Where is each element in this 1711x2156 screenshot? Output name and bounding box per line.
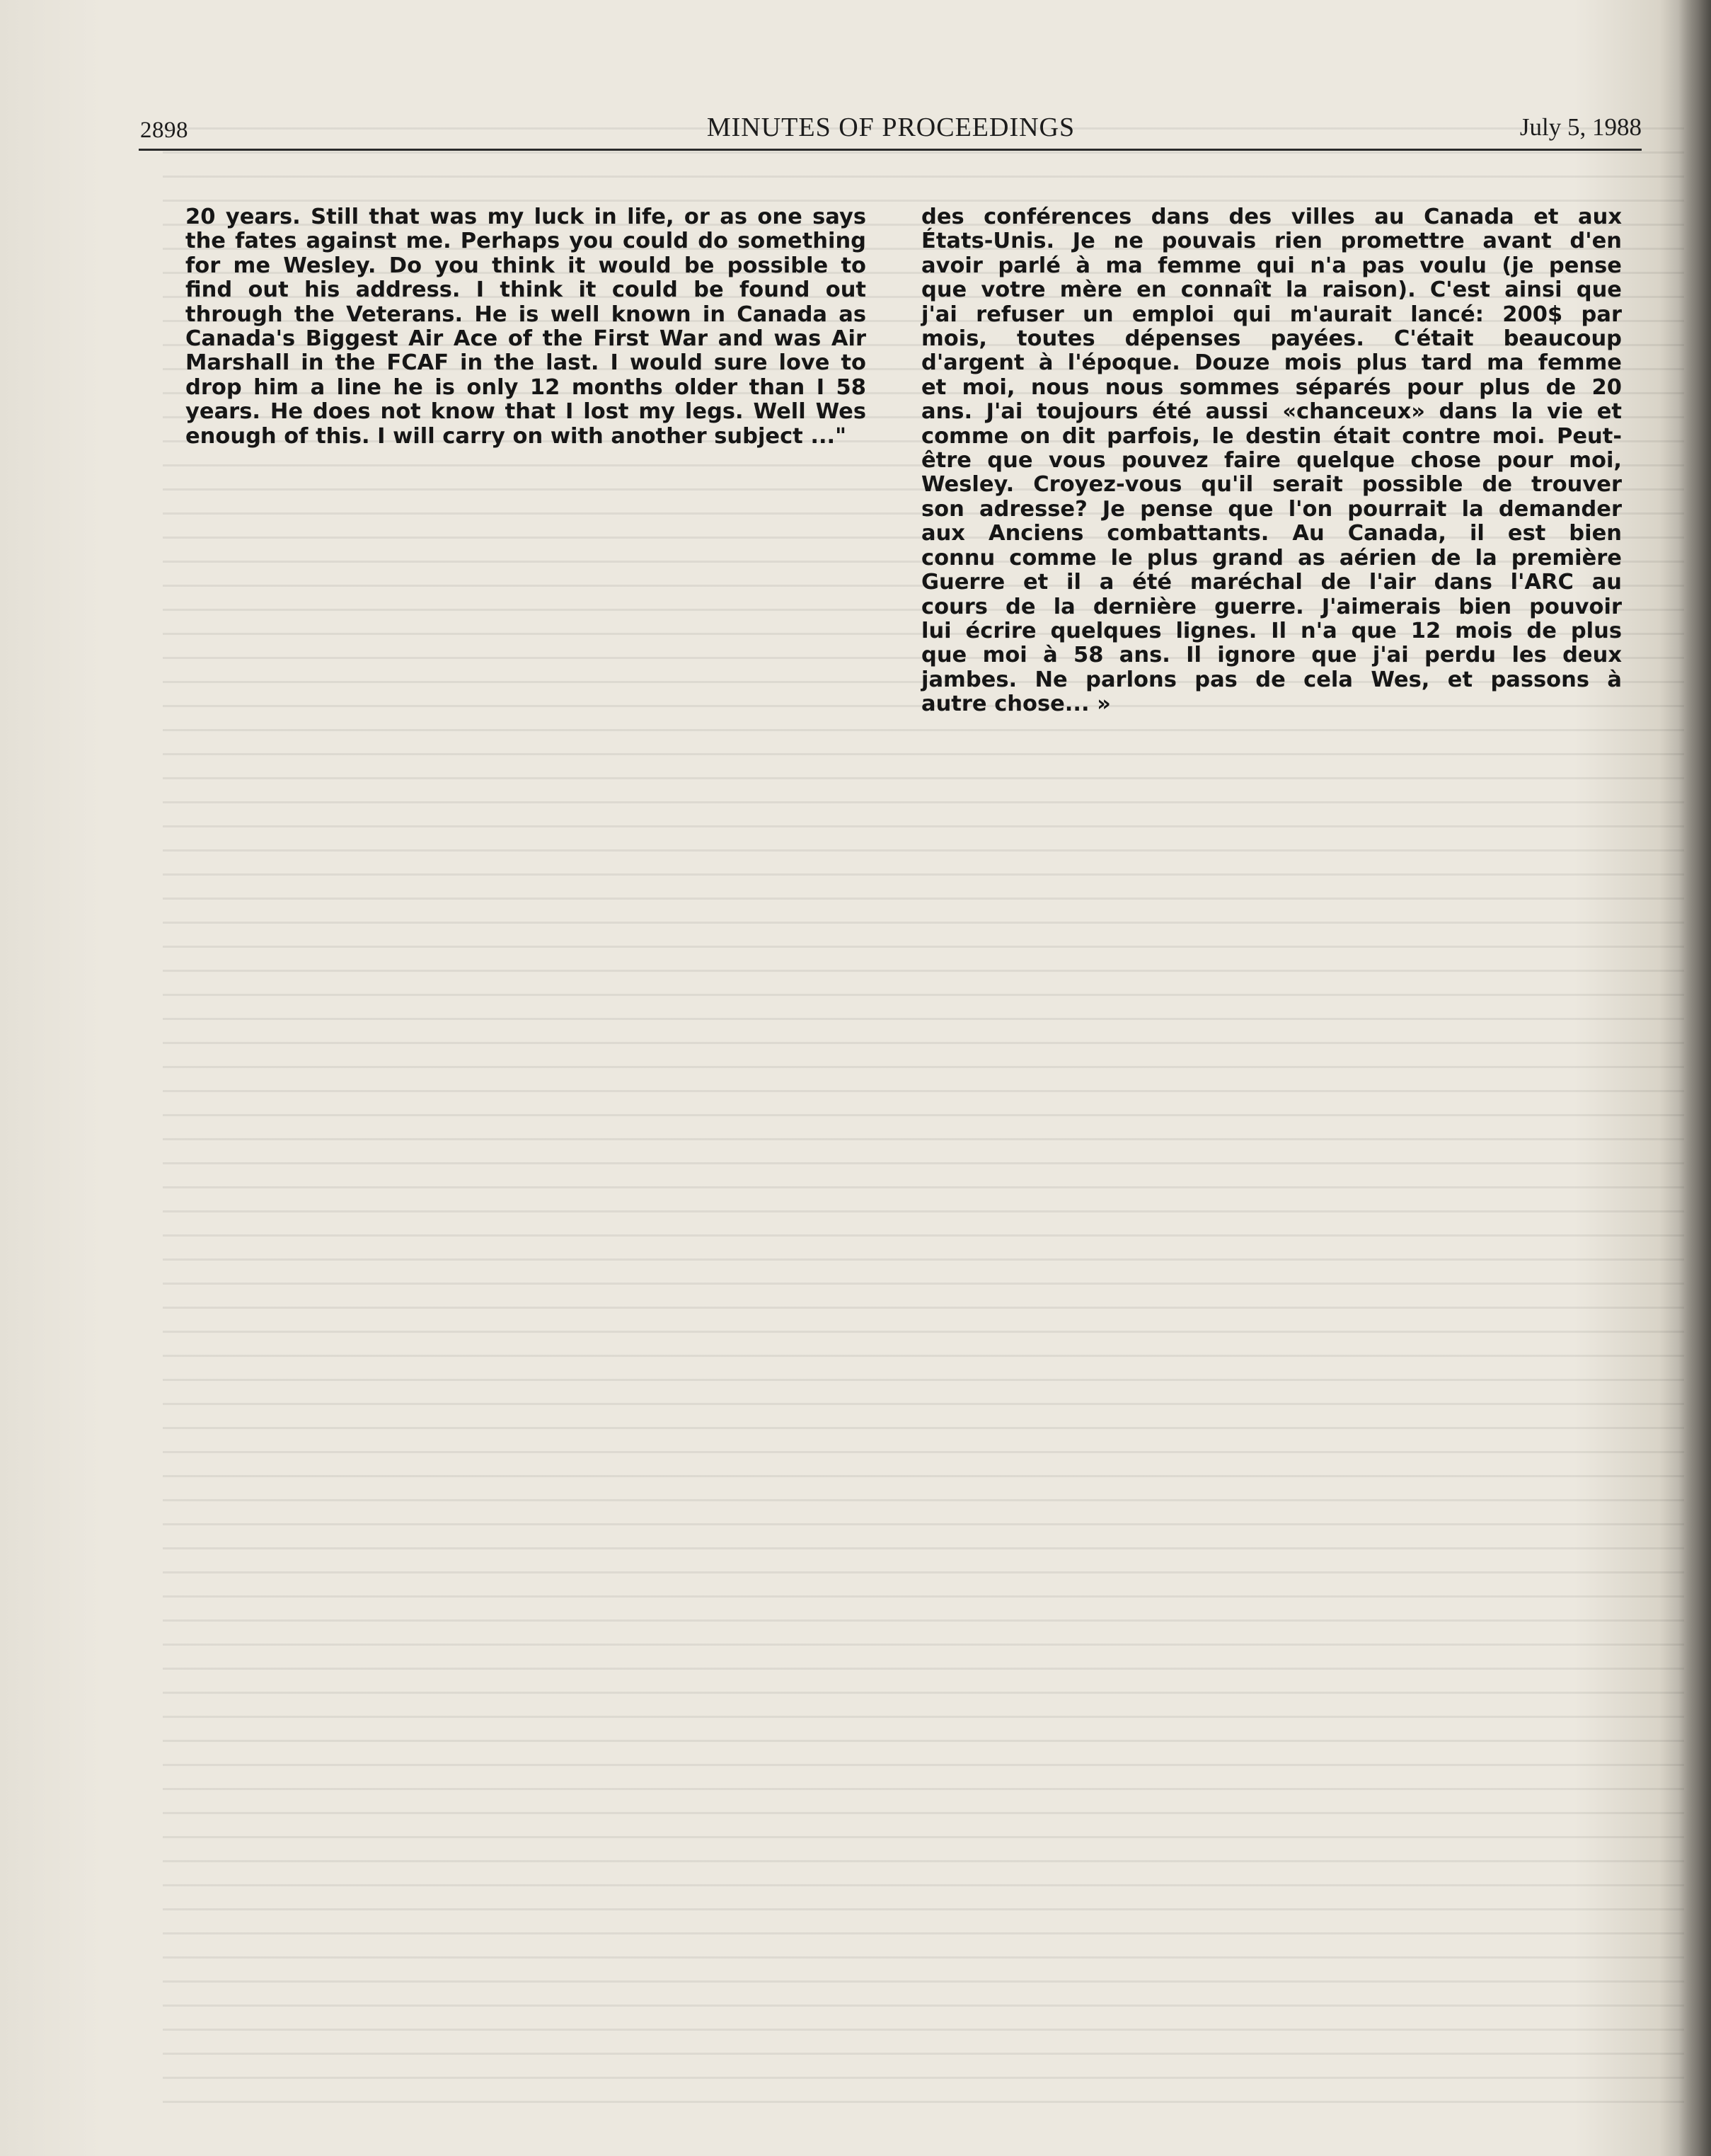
text-line: et moi, nous nous sommes séparés pour plus de 20 — [921, 374, 1622, 400]
english-text-column — [185, 205, 866, 449]
text-line: 20 years. Still that was my luck in life, or as one says — [185, 205, 866, 229]
text-line: Wesley. Croyez-vous qu'il serait possible de trouver — [921, 472, 1622, 498]
text-line: Canada's Biggest Air Ace of the First War and was Air — [185, 326, 866, 352]
text-line: mois, toutes dépenses payées. C'était beaucoup — [921, 326, 1622, 352]
text-line: enough of this. I will carry on with another subject ..." — [185, 423, 847, 449]
text-line: years. He does not know that I lost my legs. Well Wes — [185, 399, 866, 425]
text-line: j'ai refuser un emploi qui m'aurait lancé: 200$ par — [921, 302, 1622, 327]
text-line: son adresse? Je pense que l'on pourrait la demander — [921, 496, 1622, 522]
text-line: cours de la dernière guerre. J'aimerais bien pouvoir — [921, 594, 1622, 619]
running-title: MINUTES OF PROCEEDINGS — [706, 113, 1076, 142]
text-line: d'argent à l'époque. Douze mois plus tard ma femme — [921, 350, 1622, 376]
page-number: 2898 — [140, 117, 188, 143]
text-line: the fates against me. Perhaps you could do something — [185, 229, 866, 254]
text-line: autre chose... » — [921, 692, 1111, 717]
text-line: lui écrire quelques lignes. Il n'a que 12 mois de plus — [921, 618, 1622, 643]
running-header — [140, 105, 1642, 151]
header-rule — [139, 149, 1642, 151]
text-line: jambes. Ne parlons pas de cela Wes, et passons à — [921, 667, 1622, 692]
text-line: États-Unis. Je ne pouvais rien promettre avant d'en — [921, 229, 1622, 254]
page-edge-shadow — [1678, 0, 1711, 2156]
text-line: for me Wesley. Do you think it would be possible to — [185, 253, 866, 278]
text-line: que votre mère en connaît la raison). C'est ainsi que — [921, 277, 1622, 303]
text-line: drop him a line he is only 12 months older than I 58 — [185, 374, 866, 400]
text-line: find out his address. I think it could be found out — [185, 277, 866, 303]
text-line: Guerre et il a été maréchal de l'air dans l'ARC au — [921, 570, 1622, 595]
text-line: connu comme le plus grand as aérien de la première — [921, 545, 1622, 570]
text-line: ans. J'ai toujours été aussi «chanceux» dans la vie et — [921, 399, 1622, 425]
french-text-column — [921, 205, 1622, 717]
text-line: through the Veterans. He is well known in Canada as — [185, 302, 866, 327]
text-line: Marshall in the FCAF in the last. I would sure love to — [185, 350, 866, 376]
text-line: comme on dit parfois, le destin était contre moi. Peut- — [921, 423, 1622, 449]
text-line: des conférences dans des villes au Canada et aux — [921, 205, 1622, 229]
text-line: avoir parlé à ma femme qui n'a pas voulu (je pense — [921, 253, 1622, 278]
text-line: aux Anciens combattants. Au Canada, il est bien — [921, 521, 1622, 546]
text-line: que moi à 58 ans. Il ignore que j'ai perdu les deux — [921, 643, 1622, 668]
text-line: être que vous pouvez faire quelque chose pour moi, — [921, 448, 1622, 474]
header-date: July 5, 1988 — [1519, 113, 1642, 141]
